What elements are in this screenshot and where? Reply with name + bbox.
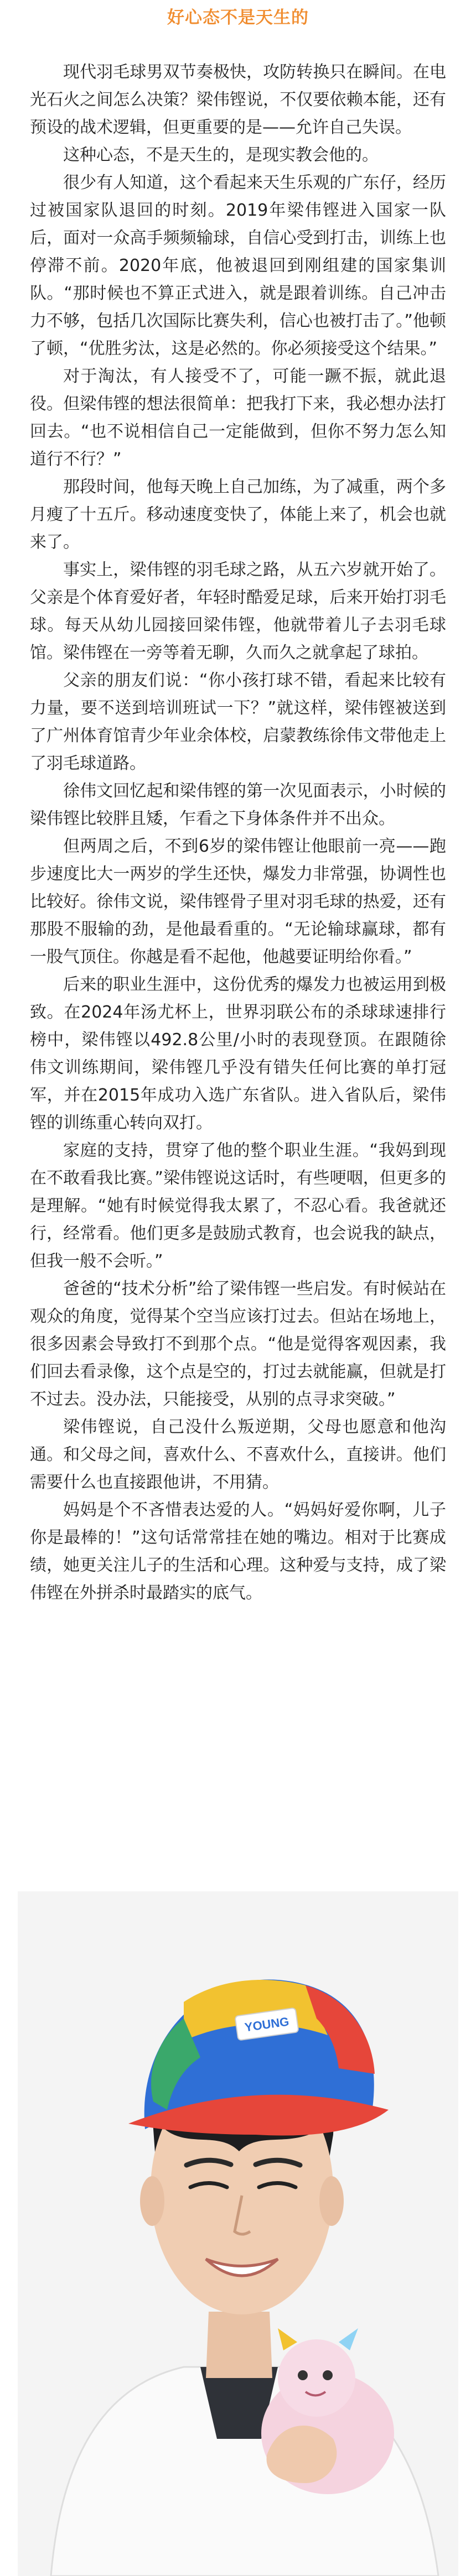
left-ear bbox=[140, 2176, 164, 2226]
portrait-illustration bbox=[18, 1891, 458, 2576]
paragraph: 爸爸的“技术分析”给了梁伟铿一些启发。有时候站在观众的角度，觉得某个空当应该打过去。但站在场地上，很多因素会导致打不到那个点。“他是觉得客观因素，我们回去看录像，这个点是空的，打过去就能赢，但就是打不过去。没办法，只能接受，从别的点寻求突破。” bbox=[30, 1279, 446, 1409]
article-body bbox=[30, 59, 446, 1607]
plush-toy-right-eye bbox=[323, 2370, 333, 2380]
right-ear bbox=[319, 2176, 344, 2226]
paragraph: 现代羽毛球男双节奏极快，攻防转换只在瞬间。在电光石火之间怎么决策？梁伟铿说，不仅要依赖本能，还有预设的战术逻辑，但更重要的是——允许自己失误。 bbox=[30, 62, 446, 137]
plush-toy-left-eye bbox=[298, 2370, 308, 2380]
paragraph: 那段时间，他每天晚上自己加练，为了减重，两个多月瘦了十五斤。移动速度变快了，体能上来了，机会也就来了。 bbox=[30, 477, 446, 552]
cap-label-text: YOUNG bbox=[244, 2014, 290, 2035]
neck bbox=[206, 2312, 272, 2378]
paragraph: 事实上，梁伟铿的羽毛球之路，从五六岁就开始了。父亲是个体育爱好者，年轻时酷爱足球，后来开始打羽毛球。每天从幼儿园接回梁伟铿，他就带着儿子去羽毛球馆。梁伟铿在一旁等着无聊，久而久之就拿起了球拍。 bbox=[30, 560, 446, 663]
paragraph: 家庭的支持，贯穿了他的整个职业生涯。“我妈到现在不敢看我比赛。”梁伟铿说这话时，有些哽咽，但更多的是理解。“她有时候觉得我太累了，不忍心看。我爸就还行，经常看。他们更多是鼓励式教育，也会说我的缺点，但我一般不会听。” bbox=[30, 1141, 446, 1271]
paragraph: 父亲的朋友们说：“你小孩打球不错，看起来比较有力量，要不送到培训班试一下？”就这样，梁伟铿被送到了广州体育馆青少年业余体校，启蒙教练徐伟文带他走上了羽毛球道路。 bbox=[30, 671, 446, 773]
paragraph: 徐伟文回忆起和梁伟铿的第一次见面表示，小时候的梁伟铿比较胖且矮，乍看之下身体条件并不出众。 bbox=[30, 781, 446, 828]
paragraph: 但两周之后，不到6岁的梁伟铿让他眼前一亮——跑步速度比大一两岁的学生还快，爆发力非常强，协调性也比较好。徐伟文说，梁伟铿骨子里对羽毛球的热爱，还有那股不服输的劲，是他最看重的。“无论输球赢球，都有一股气顶住。你越是看不起他，他越要证明给你看。” bbox=[30, 837, 446, 967]
plush-toy-head bbox=[278, 2339, 355, 2417]
article-title: 好心态不是天生的 bbox=[167, 8, 309, 28]
paragraph: 对于淘汰，有人接受不了，可能一蹶不振，就此退役。但梁伟铿的想法很简单：把我打下来，我必想办法打回去。“也不说相信自己一定能做到，但你不努力怎么知道行不行？” bbox=[30, 367, 446, 469]
paragraph: 梁伟铿说，自己没什么叛逆期，父母也愿意和他沟通。和父母之间，喜欢什么、不喜欢什么，直接讲。他们需要什么也直接跟他讲，不用猜。 bbox=[30, 1417, 446, 1492]
paragraph: 后来的职业生涯中，这份优秀的爆发力也被运用到极致。在2024年汤尤杯上，世界羽联公布的杀球球速排行榜中，梁伟铿以492.8公里/小时的表现登顶。在跟随徐伟文训练期间，梁伟铿几乎没有错失任何比赛的单打冠军，并在2015年成功入选广东省队。进入省队后，梁伟铿的训练重心转向双打。 bbox=[30, 975, 446, 1133]
paragraph: 很少有人知道，这个看起来天生乐观的广东仔，经历过被国家队退回的时刻。2019年梁伟铿进入国家一队后，面对一众高手频频输球，自信心受到打击，训练上也停滞不前。2020年底，他被退回到刚组建的国家集训队。“那时候也不算正式进入，就是跟着训练。自己冲击力不够，包括几次国际比赛失利，信心也被打击了。”他顿了顿，“优胜劣汰，这是必然的。你必须接受这个结果。” bbox=[30, 173, 446, 358]
paragraph: 妈妈是个不吝惜表达爱的人。“妈妈好爱你啊，儿子你是最棒的！”这句话常常挂在她的嘴边。相对于比赛成绩，她更关注儿子的生活和心理。这种爱与支持，成了梁伟铿在外拼杀时最踏实的底气。 bbox=[30, 1500, 446, 1603]
portrait-photo bbox=[18, 1891, 458, 2576]
paragraph: 这种心态，不是天生的，是现实教会他的。 bbox=[63, 145, 379, 165]
